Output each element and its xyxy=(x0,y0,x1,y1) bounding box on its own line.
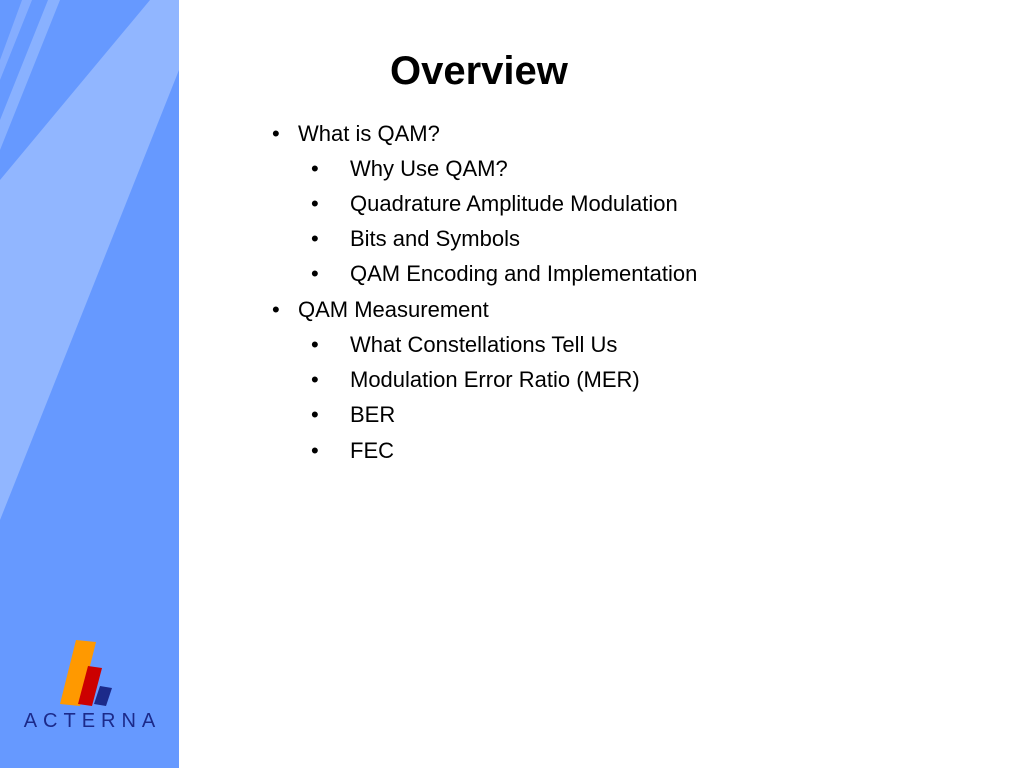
bullet-icon: • xyxy=(272,297,280,322)
bullet-icon: • xyxy=(311,402,319,427)
slide-title: Overview xyxy=(390,49,568,93)
bullet-icon: • xyxy=(311,367,319,392)
bullet-icon: • xyxy=(311,332,319,357)
outline-item-text: BER xyxy=(350,402,396,427)
bullet-icon: • xyxy=(311,156,319,181)
outline-item-text: Bits and Symbols xyxy=(350,226,520,251)
bullet-icon: • xyxy=(311,261,319,286)
bullet-icon: • xyxy=(311,438,319,463)
outline-item-text: What is QAM? xyxy=(298,121,440,146)
decorative-sidebar xyxy=(0,0,179,768)
acterna-logo-mark xyxy=(56,636,126,708)
outline-item-text: QAM Measurement xyxy=(298,297,489,322)
brand-wordmark: ACTERNA xyxy=(23,710,162,732)
outline-item-text: What Constellations Tell Us xyxy=(350,332,618,357)
outline-item-text: Quadrature Amplitude Modulation xyxy=(350,191,678,216)
outline-item-text: QAM Encoding and Implementation xyxy=(350,261,698,286)
bullet-icon: • xyxy=(311,191,319,216)
outline-item-text: Why Use QAM? xyxy=(350,156,508,181)
outline-item-text: Modulation Error Ratio (MER) xyxy=(350,367,640,392)
bullet-icon: • xyxy=(272,121,280,146)
company-logo xyxy=(0,630,179,740)
bullet-icon: • xyxy=(311,226,319,251)
outline-item-text: FEC xyxy=(350,438,394,463)
